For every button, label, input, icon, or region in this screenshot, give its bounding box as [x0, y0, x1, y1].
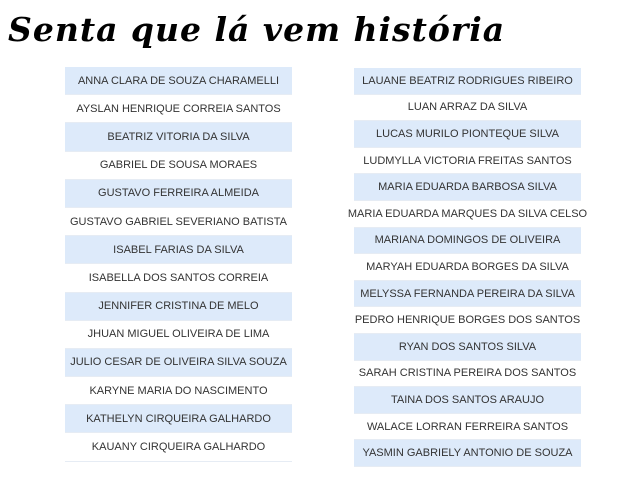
list-item: ISABEL FARIAS DA SILVA — [65, 236, 292, 264]
list-item: RYAN DOS SANTOS SILVA — [354, 334, 581, 361]
list-item: ISABELLA DOS SANTOS CORREIA — [65, 264, 292, 292]
list-item: ANNA CLARA DE SOUZA CHARAMELLI — [65, 67, 292, 95]
list-item: AYSLAN HENRIQUE CORREIA SANTOS — [65, 95, 292, 123]
student-list-left — [65, 67, 292, 462]
list-item: MARIANA DOMINGOS DE OLIVEIRA — [354, 228, 581, 255]
list-item: GUSTAVO FERREIRA ALMEIDA — [65, 180, 292, 208]
list-item: JHUAN MIGUEL OLIVEIRA DE LIMA — [65, 321, 292, 349]
list-item: LUAN ARRAZ DA SILVA — [354, 95, 581, 122]
list-item: JENNIFER CRISTINA DE MELO — [65, 293, 292, 321]
list-item: WALACE LORRAN FERREIRA SANTOS — [354, 414, 581, 441]
list-item: GABRIEL DE SOUSA MORAES — [65, 152, 292, 180]
page-title: Senta que lá vem história — [8, 10, 506, 49]
list-item: LAUANE BEATRIZ RODRIGUES RIBEIRO — [354, 68, 581, 95]
list-item: SARAH CRISTINA PEREIRA DOS SANTOS — [354, 361, 581, 388]
list-item: MELYSSA FERNANDA PEREIRA DA SILVA — [354, 281, 581, 308]
list-item: MARIA EDUARDA MARQUES DA SILVA CELSO — [354, 201, 581, 228]
list-item: MARIA EDUARDA BARBOSA SILVA — [354, 174, 581, 201]
list-item: TAINA DOS SANTOS ARAUJO — [354, 387, 581, 414]
list-item: BEATRIZ VITORIA DA SILVA — [65, 123, 292, 151]
list-item: KARYNE MARIA DO NASCIMENTO — [65, 377, 292, 405]
list-item: GUSTAVO GABRIEL SEVERIANO BATISTA — [65, 208, 292, 236]
list-item: JULIO CESAR DE OLIVEIRA SILVA SOUZA — [65, 349, 292, 377]
list-item: KATHELYN CIRQUEIRA GALHARDO — [65, 405, 292, 433]
list-item: LUDMYLLA VICTORIA FREITAS SANTOS — [354, 148, 581, 175]
list-item: KAUANY CIRQUEIRA GALHARDO — [65, 433, 292, 461]
list-item: MARYAH EDUARDA BORGES DA SILVA — [354, 254, 581, 281]
list-item: LUCAS MURILO PIONTEQUE SILVA — [354, 121, 581, 148]
list-item: YASMIN GABRIELY ANTONIO DE SOUZA — [354, 440, 581, 467]
list-item: PEDRO HENRIQUE BORGES DOS SANTOS — [354, 307, 581, 334]
student-list-right — [347, 68, 588, 467]
